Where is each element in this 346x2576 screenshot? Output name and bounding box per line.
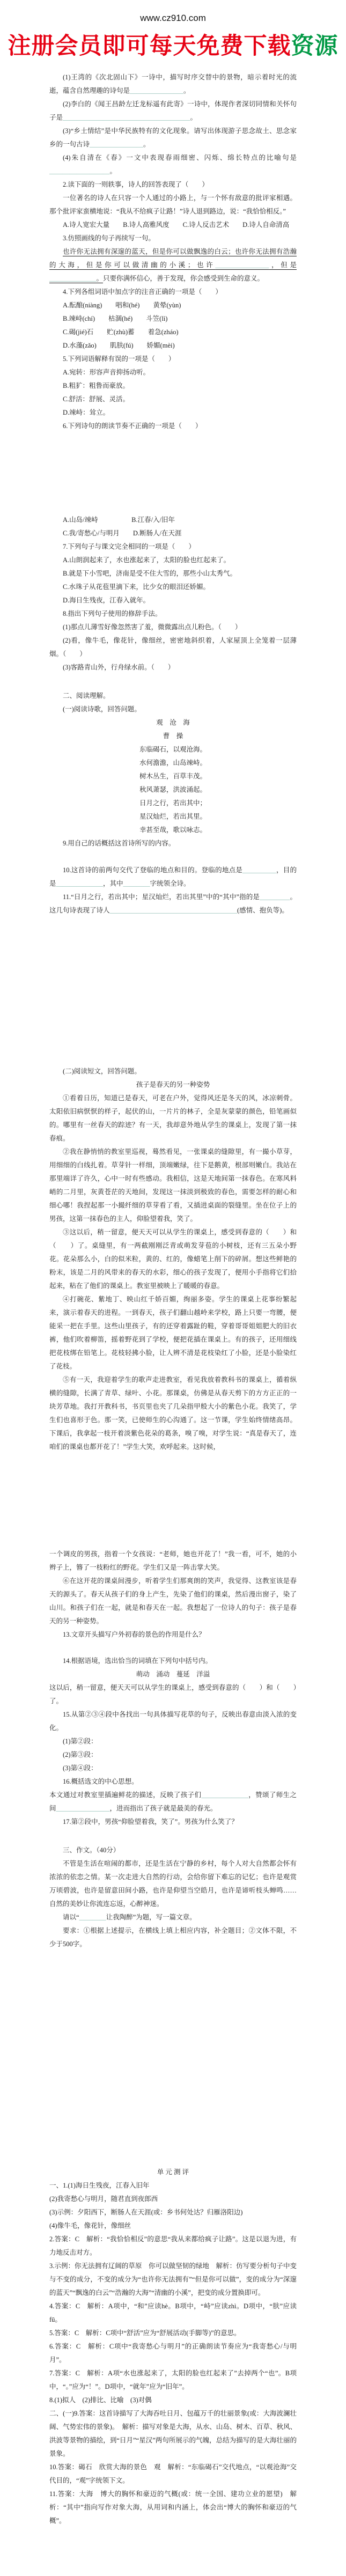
answer-7: 7.答案：C 解析：A项“水也涨起来了，太阳的脸也红起来了”去掉两个“也”。B项中，“。”应为“！”。D项中，“就年”应为“旧年”。 (49, 2369, 297, 2390)
blank-space (49, 1642, 297, 1654)
question-14: 14.根据语境，选出恰当的词填在下列句中括号内。 (63, 1657, 212, 1665)
question-9: 9.用自己的话概括这首诗所写的内容。 (63, 839, 175, 847)
q8-item-1: (1)那点儿薄雪好像忽然害了羞，微微露出点儿粉色。（ ） (63, 623, 242, 631)
question-10: 10.这首诗的前两句交代了登临的地点和目的。登临的地点是__________，目的是______________，其中________字统领全诗。 (49, 866, 297, 887)
question-5: 5.下列词语解释有误的一项是（ ） (63, 355, 175, 363)
fill-in-blank[interactable]: ________________ (215, 261, 269, 269)
blank-space (49, 850, 297, 864)
poem-line: 星汉灿烂，若出其里。 (139, 812, 207, 820)
answer-8: 8.(1)拟人 (2)排比、比喻 (3)对偶 (49, 2396, 152, 2404)
question-8: 8.指出下列句子使用的修辞手法。 (63, 609, 162, 617)
q5-option-c: C.舒活：舒展、灵活。 (63, 395, 129, 403)
poem-line: 水何澹澹，山岛竦峙。 (139, 759, 207, 767)
q14-sentence: 这以后，稍一留意，便天天可以从学生的课桌上，感受到春意的（ ）和（ ）了。 (49, 1683, 297, 1705)
fill-in-blank[interactable]: __________________ (49, 167, 110, 175)
fill-in-blank[interactable]: ______________ (49, 274, 97, 282)
site-url: www.cz910.com (140, 13, 206, 23)
question-16: 16.概括选文的中心思想。 (63, 1777, 138, 1785)
poem-title: 观 沧 海 (156, 718, 190, 726)
answer-6: 6.答案：C 解析：C项中“我寄愁心与明月”的正确朗读节奏应为“我寄愁心/与明月”。 (49, 2342, 297, 2364)
blank-space (49, 1829, 297, 1844)
q4-option-b: B.竦峙(chí) 枯涸(hé) 斗笠(lì) (63, 314, 168, 322)
q5-option-b: B.粗犷：粗鲁而豪放。 (63, 381, 129, 389)
section-2-part-1: (一)阅读诗歌，回答问题。 (63, 705, 141, 713)
section-3-heading: 三、作文。（40分） (63, 1846, 120, 1854)
fill-in-blank[interactable]: ________ (123, 879, 150, 887)
poem-line: 幸甚至哉，歌以咏志。 (139, 826, 207, 834)
q4-option-c: C.碣(jié)石 贮(zhù)蓄 着急(zháo) (63, 328, 179, 336)
answers-heading: 单 元 测 评 (157, 2168, 189, 2176)
q5-option-d: D.竦峙：耸立。 (63, 408, 110, 416)
answer-9: 二、(一)9.答案：这首诗描写了大海吞吐日月、包蕴万千的壮丽景象(或：大海波澜壮阔、气势宏伟的景象)。 解析：描写对象是大海，从水、山岛、树木、百草、秋风、洪波等景物的描绘，到“日月”“星汉”两句所展示的气魄，总结为描写的是大海壮丽的景象。 (49, 2409, 297, 2457)
question-6: 6.下列诗句的朗读节奏不正确的一项是（ ） (63, 422, 202, 430)
question-7: 7.下列句子与课文完全相同的一项是（ ） (63, 542, 195, 550)
q4-option-a: A.酝酿(niàng) 唱和(hé) 黄晕(yùn) (63, 301, 181, 309)
section-2-part-2: (二)阅读短文，回答问题。 (63, 1067, 141, 1075)
fill-in-blank[interactable]: ________________ (130, 86, 184, 94)
q4-option-d: D.水藻(zǎo) 肌肤(fú) 娇媚(mèi) (63, 341, 175, 349)
blank-space (49, 433, 297, 513)
question-11: 11.“日月之行，若出其中；星汉灿烂，若出其里”中的“其中”指的是_________。这几句诗表现了诗人______________________________________(感情、抱负等)。 (49, 893, 297, 914)
blank-space (49, 1951, 297, 2166)
q6-options-cd: C.我/寄愁心/与明月 D.断肠人/在天涯 (63, 529, 182, 537)
test-paper (0, 64, 346, 2576)
answer-2: 2.答案：C 解析：“我恰恰相反”的意思“我从来都给疯子让路”。这是以退为进，有力地反击对方。 (49, 2235, 297, 2256)
q6-options-ab: A.山岛/竦峙 B.江春/入/旧年 (63, 516, 175, 524)
passage-paragraph-4: ④打碗花、紫地丁、映山红千娇百媚，绚丽多姿。学生的课桌上花事纷繁起来，演示着春天的进程。一到春天，孩子们翻山越岭来学校，路上只要一弯腰，便能采一把在手里。这些山里孩子，有的还穿着露趾的鞋，穿着哥哥姐姐肥大的旧衣裤，他们吹着柳笛，摇着野花到了学校，便把花插在课桌上。有的孩子，还用细线把花枝绑在铅笔上。花枝轻拂小脸，让人辨不清是花枝染红了小脸，还是小脸染红了花枝。 (49, 1295, 297, 1370)
poem-line: 日月之行，若出其中； (139, 799, 207, 807)
answer-4: 4.答案：C 解析：A项中，“和”应读hè。B项中，“峙”应读zhì。D项中，“肤”应读fū。 (49, 2302, 297, 2323)
fillin-q1-4: (4)朱自清在《春》一文中表现春雨细密、闪烁、绵长特点的比喻句是__________________。 (49, 153, 297, 175)
fill-in-blank[interactable]: ______________________________________ (109, 906, 238, 914)
question-17: 17.第②段中，男孩“仰脸望着我，笑了”。男孩为什么笑了？ (63, 1817, 238, 1826)
question-4: 4.下列各组词语中加点字的注音正确的一项是（ ） (63, 288, 222, 296)
passage-paragraph-2: ②我在静悄悄的教室里巡视，蓦然看见，一张课桌的缝隙里，有一撮小草芽，用细细的白线扎着。草芽针一样细，顶端嫩绿，往下是鹅黄，根部则嫩白。我站在那里端详了许久，心中一时有些感动。我相信，这是天地间第一抹春色。在寒风料峭的二月里，灰黄苍茫的天地间，发现这一抹淡到极致的春色，需要怎样的耐心和细心哪！我捏起那一小撮纤细的草芽看了看，又插进桌面的裂缝里。坐在位子上的男孩，这第一抹春色的主人，仰脸望着我，笑了。 (49, 1147, 297, 1223)
q7-option-d: D.海日生残夜，江春入就年。 (63, 596, 150, 604)
fillin-q1-2: (2)李白的《闻王昌龄左迁龙标遥有此寄》一诗中，体现作者深切同情和关怀句子是______________________________________。 (49, 100, 297, 121)
essay-requirements: 要求：①根据上述提示，在横线上填上相应内容，补全题目；②文体不限，不少于500字。 (49, 1926, 297, 1948)
answer-10: 10.答案：碣石 欣赏大海的景色 观 解析：“东临碣石”交代地点，“以观沧海”交代目的，“观”字统领下文。 (49, 2463, 297, 2484)
passage-paragraph-3: ③这以后，稍一留意，便天天可以从学生的课桌上，感受到春意的（ ）和（ ）了。桌缝里，有一两截刚刚泛青或萌发芽苞的小树枝，还有三五朵小野花。花朵那么小，白的似米粒，黄的、红的，像蜡笔上削下的碎屑。想这些鲜艳的粉末，该是二月的风带来的春天的水彩，细心的孩子发现了，便用小手指将它们拾起来，粘在了他们的课桌上。教室里被映上了暖暖的春意。 (49, 1228, 297, 1290)
answer-5: 5.答案：C 解析：C项中“舒活”应为“舒展活动(手脚等)”的意思。 (49, 2329, 241, 2337)
passage-paragraph-5-continued: 一个调皮的男孩，指着一个女孩说：“老师，她也开花了！”我一看，可不，她的小辫子上，簪了一枝粉红的野花。学生们又是一阵击掌大笑。 (49, 1550, 297, 1571)
blank-space (49, 674, 297, 689)
fill-in-blank[interactable]: __________ (242, 866, 276, 874)
q15-item-2: (2)第③段： (63, 1750, 98, 1758)
fill-in-blank[interactable]: ______________ (201, 1791, 248, 1799)
fill-in-blank[interactable]: ________ (79, 1913, 106, 1921)
poem-author: 曹 操 (163, 732, 183, 740)
blank-space (49, 2528, 297, 2576)
fill-in-blank[interactable]: ________________ (90, 140, 144, 148)
essay-prompt: 不管是生活在喧闹的都市，还是生活在宁静的乡村，每个人对大自然都会怀有浓浓的依恋之情。某一次走进大自然的行动，会给你留下难忘的记忆；也许是观赏万顷碧波，也许是留意田间小路，也许是仰望当空皓月，也许是谛听枝头蝉鸣……自然的美妙让你流连忘返，心醉神迷。 (49, 1859, 297, 1908)
promo-banner[interactable] (5, 32, 341, 61)
answer-11: 11.答案：大海 博大的胸怀和豪迈的气概(或：统一全国、建功立业的愿望) 解析：“其中”指向写作对象大海，从用词和内涵上，体会出“博大的胸怀和豪迈的气概”。 (49, 2490, 297, 2525)
blank-space (49, 1454, 297, 1548)
essay-title-line: 请以“________让我陶醉”为题，写一篇文章。 (63, 1913, 196, 1921)
fill-in-blank[interactable]: _________ (260, 893, 290, 901)
q7-option-c: C.水珠子从花苞里滴下来，比少女的眼泪还娇媚。 (63, 583, 210, 591)
answer-3: 3.示例：你无法拥有辽阔的草原 你可以做坚韧的绿地 解析：仿写要分析句子中变与不变的成分，不变的成分为“也许你无法拥有”“但是你可以做”，变的成分为“深邃的蓝天”“飘逸的白云”“浩瀚的大海”“清幽的小溪”，把变的成分置换即可。 (49, 2262, 297, 2297)
q7-option-a: A.山朗润起来了，水也涨起来了，太阳的脸也红起来了。 (63, 556, 231, 564)
poem-line: 东临碣石，以观沧海。 (139, 745, 207, 753)
passage-paragraph-6: ⑥在这开花的课桌间漫步，听着学生们那爽朗的笑声，我觉得、这教室该是春天的源头了。春天从孩子们的身上产生，先染了他们的课桌，然后漫出窗子，染了山川。和孩子们在一起，就是和春天在一起。我想起了一位诗人的句子：孩子是春天的另一种姿势。 (49, 1577, 297, 1625)
answer-1-4: (4)像牛毛，像花针，像细丝 (49, 2221, 131, 2229)
q2-anecdote: 一位著名的诗人在只容一个人通过的小路上，与一个怀有敌意的批评家相遇。那个批评家蛮横地说：“我从不给疯子让路！”诗人退到路边，说：“我恰恰相反。” (49, 194, 297, 215)
passage-paragraph-5: ⑤有一天，我迎着学生的歌声走进教室，看见我放着教科书的课桌上，循着纵横的缝隙，长满了青草、绿叶、小花。那课桌，仿佛是从春天剪下的方方正正的一块芳草地。我打开教科书，书页里也夹了几朵指甲般大小的紫色小花。我笑了，学生们也喜形于色。那一笑，已使师生的心沟通了。这一节课，学生始终情绪高昂。下课后，我拿起一枝开着淡紫色花朵的葛条，嗅了嗅，对学生说：“真是春天了，连咱们的课桌也都开花了！”学生大笑，欢呼起来。这时候， (49, 1375, 297, 1451)
banner-text-green: 资源 (291, 33, 338, 60)
fillin-q1-1: (1)王湾的《次北固山下》一诗中，描写时序交替中的景物，暗示着时光的流逝，蕴含自然理趣的诗句是________________。 (49, 73, 297, 94)
question-3: 3.仿照画线的句子再续写一句。 (63, 234, 155, 242)
section-2-heading: 二、阅读理解。 (63, 691, 110, 700)
poem-line: 树木丛生，百草丰茂。 (139, 772, 207, 780)
q8-item-2: (2)看，像牛毛，像花针，像细丝，密密地斜织着，人家屋顶上全笼着一层薄烟。（ ） (49, 636, 297, 658)
blank-space (49, 917, 297, 1065)
answer-1-3: (3)示例：夕阳西下，断肠人在天涯(或：乡书何处达？归雁洛阳边) (49, 2208, 243, 2216)
passage-title: 孩子是春天的另一种姿势 (136, 1080, 210, 1088)
answer-1-1: 一、1.(1)海日生残夜，江春入旧年 (49, 2181, 150, 2189)
question-2: 2.读下面的一则轶事，诗人的回答表现了（ ） (63, 180, 209, 188)
q15-item-3: (3)第④段： (63, 1764, 98, 1772)
fill-in-blank[interactable]: ______________ (56, 879, 104, 887)
q3-model-sentence: 也许你无法拥有深邃的蓝天，但是你可以做飘逸的白云；也许你无法拥有浩瀚的大海，但是你可以做清幽的小溪；也许________________，但是______________。只要你满怀信心，善于发现，你会感受到生命的意义。 (49, 247, 297, 282)
question-13: 13.文章开头描写户外初春的景色的作用是什么？ (63, 1630, 205, 1638)
passage-paragraph-1: ①看着日历，知道已是春天，可老在户外，觉得风还是冬天的风，冰凉刺骨。太阳依旧病恹恹的样子，起伏的山，一片片的林子，全是灰蒙蒙的颜色，铅笔画似的。哪里有一丝春天的踪迹？有一天，我却意外地从学生的课桌上，发现了第一抹春痕。 (49, 1094, 297, 1142)
poem-line: 秋风萧瑟，洪波涌起。 (139, 785, 207, 793)
q15-item-1: (1)第②段： (63, 1737, 98, 1745)
answer-1-2: (2)我寄愁心与明月，随君直到夜郎西 (49, 2195, 158, 2203)
q8-item-3: (3)客路青山外，行舟绿水前。（ ） (63, 663, 175, 671)
q7-option-b: B.就是下小雪吧，济南是受不住大雪的，那些小山太秀气。 (63, 569, 237, 577)
fill-in-blank[interactable]: ________________ (56, 1804, 110, 1812)
q2-options: A.诗人宽宏大量 B.诗人高雅风度 C.诗人反击艺术 D.诗人自命清高 (63, 220, 290, 229)
question-15: 15.从第②③④段中各找出一句具体描写花草的句子，反映出春意由淡入浓的变化。 (49, 1710, 297, 1732)
banner-text-red: 注册会员即可每天免费下载 (8, 33, 291, 60)
q5-option-a: A.宛转：形容声音抑扬动听。 (63, 368, 150, 376)
fillin-q1-3: (3)“乡土情结”是中华民族特有的文化现象。请写出体现游子思念故土、思念家乡的一句古诗________________。 (49, 127, 297, 148)
q14-word-bank: 萌动 涌动 蔓延 洋溢 (136, 1670, 210, 1678)
fill-in-blank[interactable]: ______________________________________ (63, 113, 190, 121)
q16-summary: 本文通过对教室里插遍鲜花的描述，反映了孩子们______________，赞颂了师生之间________________，进而指出了孩子就是最美的春光。 (49, 1791, 297, 1812)
